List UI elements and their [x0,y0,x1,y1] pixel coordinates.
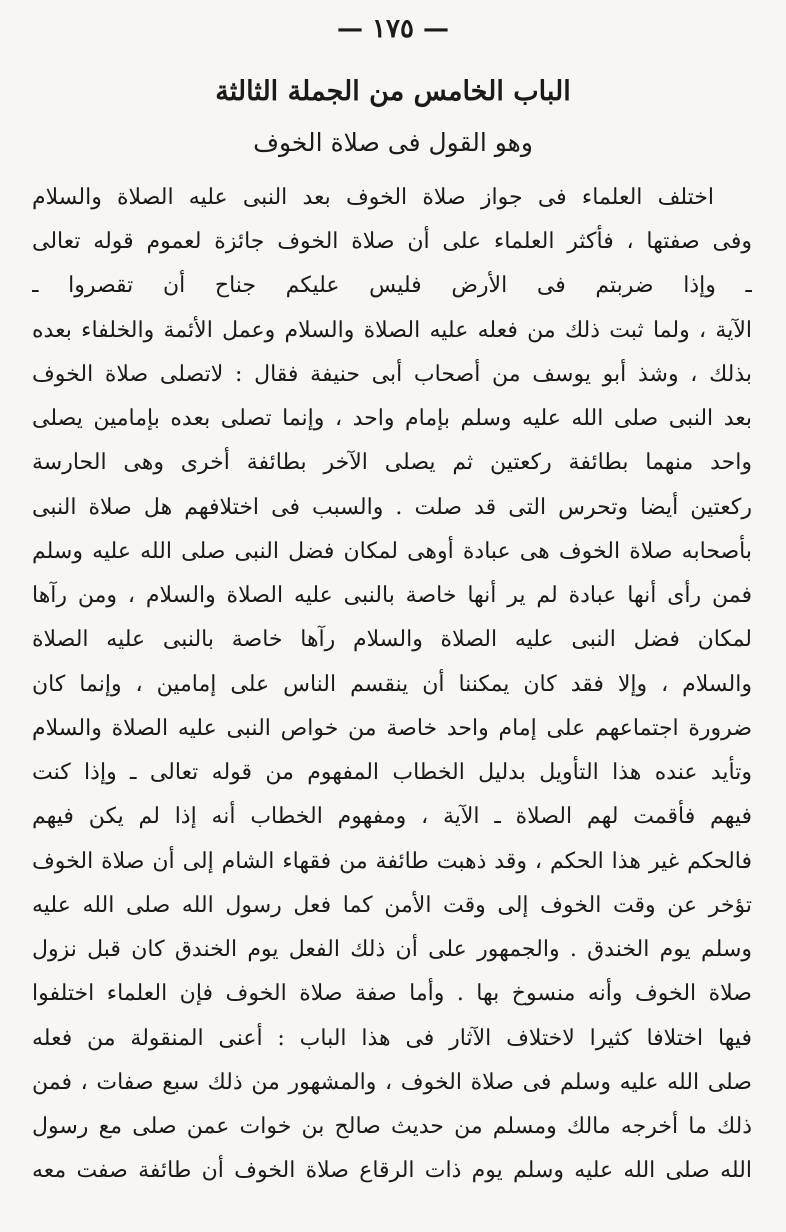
text-line: تؤخر عن وقت الخوف إلى وقت الأمن كما فعل رسول الله صلى الله عليه [32,893,752,918]
text-line: فالحكم غير هذا الحكم ، وقد ذهبت طائفة من فقهاء الشام إلى أن صلاة الخوف [32,849,752,874]
text-line: صلاة الخوف وأنه منسوخ بها . وأما صفة صلاة الخوف فإن العلماء اختلفوا [32,981,752,1006]
text-line: ضرورة اجتماعهم على إمام واحد خاصة من خواص النبى عليه الصلاة والسلام [32,716,752,741]
page-number: — ١٧٥ — [336,14,450,44]
text-line: الله صلى الله عليه وسلم يوم ذات الرقاع صلاة الخوف أن طائفة صفت معه [32,1158,752,1183]
text-line: والسلام ، وإلا فقد كان يمكننا أن ينقسم الناس على إمامين ، وإنما كان [32,672,752,697]
text-line: وفى صفتها ، فأكثر العلماء على أن صلاة الخوف جائزة لعموم قوله تعالى [32,229,752,254]
text-line: اختلف العلماء فى جواز صلاة الخوف بعد النبى عليه الصلاة والسلام [32,185,714,210]
text-line: صلى الله عليه وسلم فى صلاة الخوف ، والمشهور من ذلك سبع صفات ، فمن [32,1070,752,1095]
body-text [0,178,786,1218]
text-line: فيها اختلافا كثيرا لاختلاف الآثار فى هذا الباب : أعنى المنقولة من فعله [32,1026,752,1051]
text-line: لمكان فضل النبى عليه الصلاة والسلام رآها خاصة بالنبى عليه الصلاة [32,627,752,652]
text-line: وسلم يوم الخندق . والجمهور على أن ذلك الفعل يوم الخندق كان قبل نزول [32,937,752,962]
text-line: ذلك ما أخرجه مالك ومسلم من حديث صالح بن خوات عمن صلى مع رسول [32,1114,752,1139]
text-line: فمن رأى أنها عبادة لم ير أنها خاصة بالنبى عليه الصلاة والسلام ، ومن رآها [32,583,752,608]
chapter-title: الباب الخامس من الجملة الثالثة [215,76,571,107]
chapter-subtitle: وهو القول فى صلاة الخوف [253,128,533,157]
text-line: بعد النبى صلى الله عليه وسلم بإمام واحد ، وإنما تصلى بعده بإمامين يصلى [32,406,752,431]
text-line: وتأيد عنده هذا التأويل بدليل الخطاب المفهوم من قوله تعالى ـ وإذا كنت [32,760,752,785]
text-line: بذلك ، وشذ أبو يوسف من أصحاب أبى حنيفة فقال : لاتصلى صلاة الخوف [32,362,752,387]
text-line: واحد منهما بطائفة ركعتين ثم يصلى الآخر بطائفة أخرى وهى الحارسة [32,450,752,475]
text-line: الآية ، ولما ثبت ذلك من فعله عليه الصلاة والسلام وعمل الأئمة والخلفاء بعده [32,318,752,343]
text-line: فيهم فأقمت لهم الصلاة ـ الآية ، ومفهوم الخطاب أنه إذا لم يكن فيهم [32,804,752,829]
text-line: ركعتين أيضا وتحرس التى قد صلت . والسبب فى اختلافهم هل صلاة النبى [32,495,752,520]
text-line: بأصحابه صلاة الخوف هى عبادة أوهى لمكان فضل النبى صلى الله عليه وسلم [32,539,752,564]
text-line: ـ وإذا ضربتم فى الأرض فليس عليكم جناح أن تقصروا ـ [32,273,752,298]
